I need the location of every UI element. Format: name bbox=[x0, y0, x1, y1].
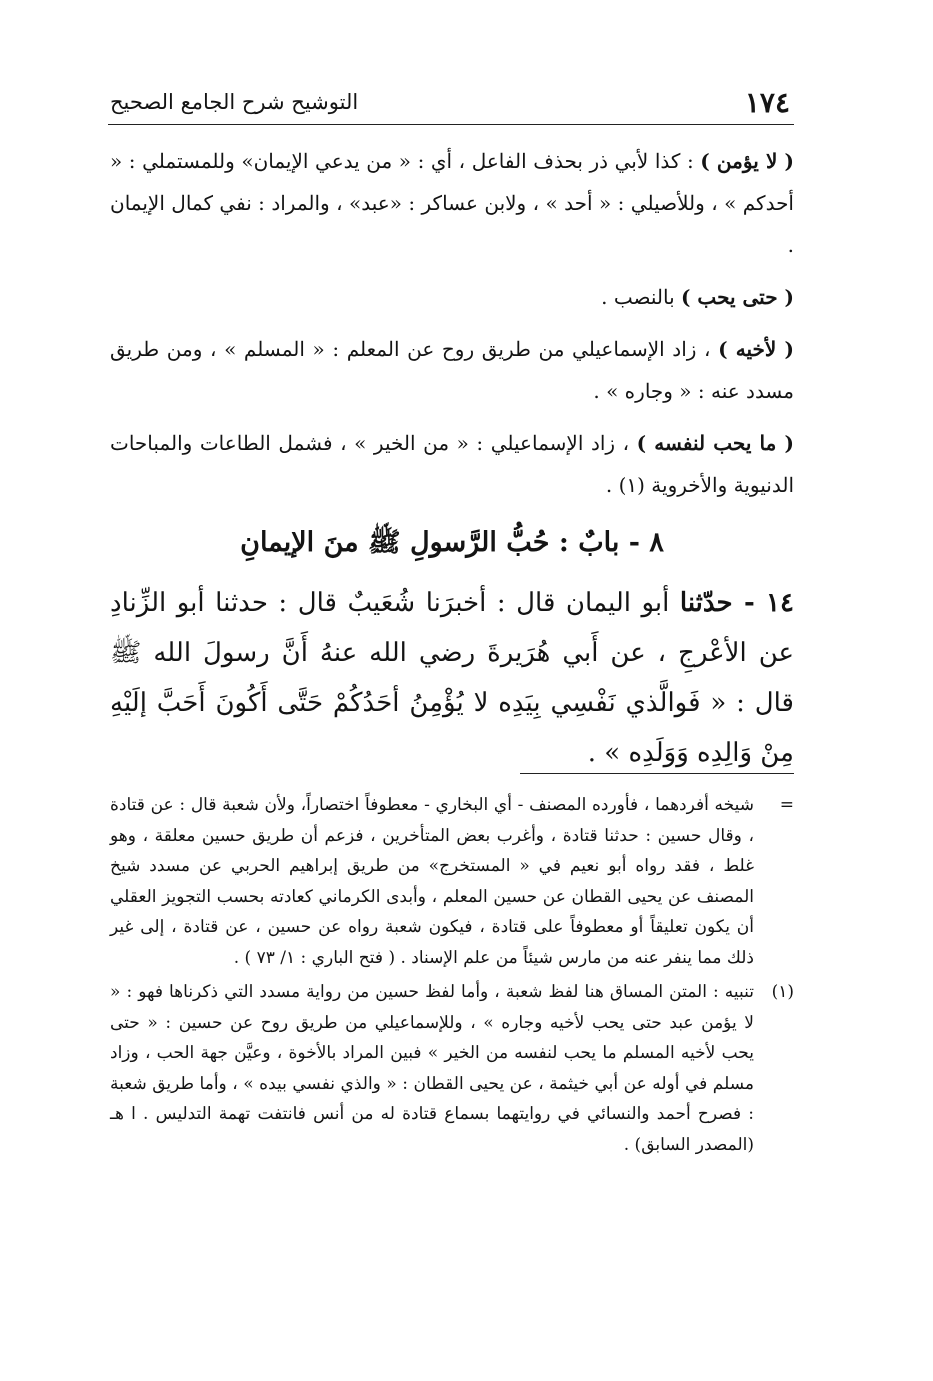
main-text bbox=[110, 140, 794, 778]
book-title: التوشيح شرح الجامع الصحيح bbox=[110, 90, 359, 114]
hadith-number: ١٤ - حدّثنا bbox=[679, 588, 794, 618]
footnote-1 bbox=[110, 977, 794, 1160]
commentary bbox=[110, 140, 794, 506]
lemma: ( لا يؤمن ) bbox=[700, 149, 794, 173]
commentary-text: : كذا لأبي ذر بحذف الفاعل ، أي : « من يدعي الإيمان» وللمستملي : « أحدكم » ، وللأصيلي : « أحد » ، ولابن عساكر : «عبد» ، والمراد : نفي كمال الإيمان . bbox=[110, 149, 794, 257]
commentary-text: ، زاد الإسماعيلي : « من الخير » ، فشمل الطاعات والمباحات الدنيوية والأخروية (١) . bbox=[110, 431, 794, 497]
footnote-divider bbox=[520, 773, 794, 774]
footnote-text: شيخه أفردهما ، فأورده المصنف - أي البخاري - معطوفاً اختصاراً، ولأن شعبة قال : عن قتادة ، وقال حسين : حدثنا قتادة ، وأغرب بعض المتأخرين ، فزعم أن طريق حسين معلقة ، وهو غلط ، فقد رواه أبو نعيم في « المستخرج» من طريق إبراهيم الحربي عن مسدد شيخ المصنف عن يحيى القطان عن حسين المعلم ، وأبدى الكرماني كعادته بحسب التجويز العقلي أن يكون تعليقاً أو معطوفاً على قتادة ، فيكون شعبة رواه عن حسين ، عن قتادة ، إلى غير ذلك مما ينفر عنه من مارس شيئاً من علم الإسناد . ( فتح الباري : ١/ ٧٣ ) . bbox=[110, 795, 754, 968]
commentary-paragraph bbox=[110, 422, 794, 506]
page-number: ١٧٤ bbox=[744, 86, 790, 119]
footnote-marker: = bbox=[779, 795, 794, 815]
lemma: ( حتى يحب ) bbox=[681, 285, 794, 309]
running-head bbox=[108, 80, 794, 125]
lemma: ( ما يحب لنفسه ) bbox=[636, 431, 795, 455]
commentary-paragraph bbox=[110, 328, 794, 412]
hadith-text bbox=[110, 578, 794, 778]
lemma: ( لأخيه ) bbox=[718, 337, 794, 361]
footnote-continued bbox=[110, 790, 794, 973]
commentary-paragraph bbox=[110, 276, 794, 318]
commentary-text: بالنصب . bbox=[601, 285, 681, 309]
chapter-heading: ٨ - بابٌ : حُبُّ الرَّسولِ ﷺ منَ الإيمانِ bbox=[240, 527, 664, 558]
footnotes bbox=[110, 790, 794, 1164]
commentary-text: ، زاد الإسماعيلي من طريق روح عن المعلم : « المسلم » ، ومن طريق مسدد عنه : « وجاره » . bbox=[110, 337, 794, 403]
footnote-text: تنبيه : المتن المساق هنا لفظ شعبة ، وأما لفظ حسين من رواية مسدد التي ذكرناها فهو : « لا يؤمن عبد حتى يحب لأخيه وجاره » ، وللإسماعيلي من طريق روح عن حسين : « حتى يحب لأخيه المسلم ما يحب لنفسه من الخير » فبين المراد بالأخوة ، وعيَّن جهة الحب ، وزاد مسلم في أوله عن أبي خيثمة ، عن يحيى القطان : « والذي نفسي بيده » ، وأما طريق شعبة : فصرح أحمد والنسائي في روايتهما بسماع قتادة له من أنس فانتفت تهمة التدليس . ا هـ (المصدر السابق) . bbox=[110, 982, 754, 1155]
hadith-body: أبو اليمان قال : أخبرَنا شُعَيبٌ قال : حدثنا أبو الزِّنادِ عن الأعْرجِ ، عن أَبي هُرَيرةَ رضي الله عنهُ أَنَّ رسولَ الله ﷺ قال : « فَوالَّذي نَفْسِي بِيَدِه لا يُؤْمِنُ أحَدُكُمْ حَتَّى أَكُونَ أَحَبَّ إلَيْهِ مِنْ وَالِدِه وَوَلَدِه » . bbox=[110, 588, 794, 768]
commentary-paragraph bbox=[110, 140, 794, 266]
footnote-marker: (١) bbox=[771, 982, 794, 1002]
